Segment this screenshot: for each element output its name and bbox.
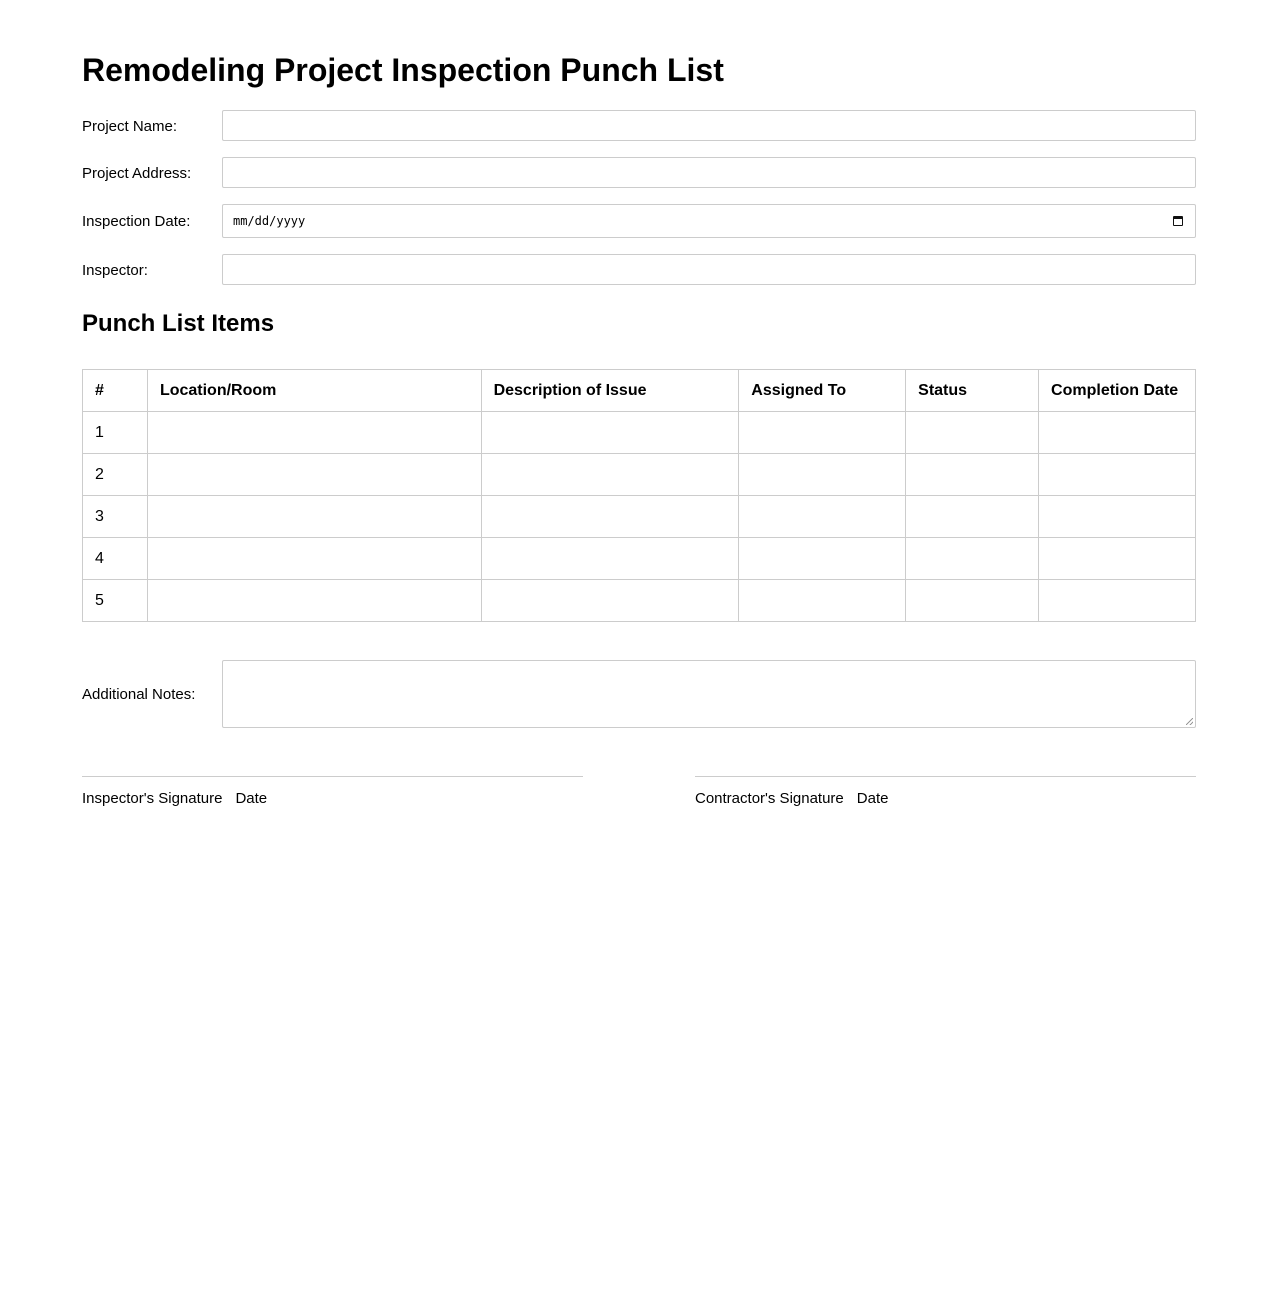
status-cell[interactable] [906,454,1039,496]
completion-date-cell[interactable] [1039,496,1196,538]
inspector-signature-label: Inspector's Signature [82,790,223,807]
table-row [83,412,1196,454]
col-location: Location/Room [147,370,481,412]
row-number: 2 [83,454,148,496]
location-cell[interactable] [147,580,481,622]
resize-grip-icon[interactable] [1186,718,1193,725]
description-cell[interactable] [481,454,739,496]
inspector-signature-line [82,776,583,807]
row-number: 1 [83,412,148,454]
assigned-to-cell[interactable] [739,454,906,496]
inspector-date-label: Date [235,790,268,807]
location-cell[interactable] [147,538,481,580]
location-cell[interactable] [147,412,481,454]
assigned-to-cell[interactable] [739,580,906,622]
col-description: Description of Issue [481,370,739,412]
col-completion-date: Completion Date [1039,370,1196,412]
description-cell[interactable] [481,496,739,538]
completion-date-cell[interactable] [1039,538,1196,580]
inspector-input[interactable] [222,254,1196,285]
project-address-label: Project Address: [82,165,192,182]
col-status: Status [906,370,1039,412]
contractor-signature-label: Contractor's Signature [695,790,844,807]
contractor-signature-line [695,776,1196,807]
assigned-to-cell[interactable] [739,538,906,580]
row-number: 5 [83,580,148,622]
date-placeholder: mm/dd/yyyy [233,214,306,228]
inspector-signature-caption [82,790,267,808]
description-cell[interactable] [481,412,739,454]
additional-notes-textarea[interactable] [222,660,1196,728]
completion-date-cell[interactable] [1039,580,1196,622]
description-cell[interactable] [481,580,739,622]
project-address-input[interactable] [222,157,1196,188]
additional-notes-label: Additional Notes: [82,686,196,703]
table-row [83,580,1196,622]
inspector-label: Inspector: [82,262,148,279]
punch-list-heading: Punch List Items [82,310,275,337]
row-number: 4 [83,538,148,580]
contractor-signature-caption [695,790,888,808]
status-cell[interactable] [906,580,1039,622]
completion-date-cell[interactable] [1039,454,1196,496]
table-row [83,538,1196,580]
status-cell[interactable] [906,412,1039,454]
col-assigned-to: Assigned To [739,370,906,412]
contractor-date-label: Date [856,790,889,807]
row-number: 3 [83,496,148,538]
inspection-date-label: Inspection Date: [82,213,191,230]
description-cell[interactable] [481,538,739,580]
location-cell[interactable] [147,496,481,538]
project-name-label: Project Name: [82,118,178,135]
location-cell[interactable] [147,454,481,496]
status-cell[interactable] [906,538,1039,580]
inspection-date-input[interactable] [222,204,1196,238]
assigned-to-cell[interactable] [739,496,906,538]
table-header-row [83,370,1196,412]
table-row [83,496,1196,538]
calendar-icon[interactable] [1173,216,1183,226]
completion-date-cell[interactable] [1039,412,1196,454]
table-row [83,454,1196,496]
assigned-to-cell[interactable] [739,412,906,454]
page-title: Remodeling Project Inspection Punch List [82,52,724,88]
col-number: # [83,370,148,412]
status-cell[interactable] [906,496,1039,538]
punch-list-table [82,369,1196,622]
project-name-input[interactable] [222,110,1196,141]
